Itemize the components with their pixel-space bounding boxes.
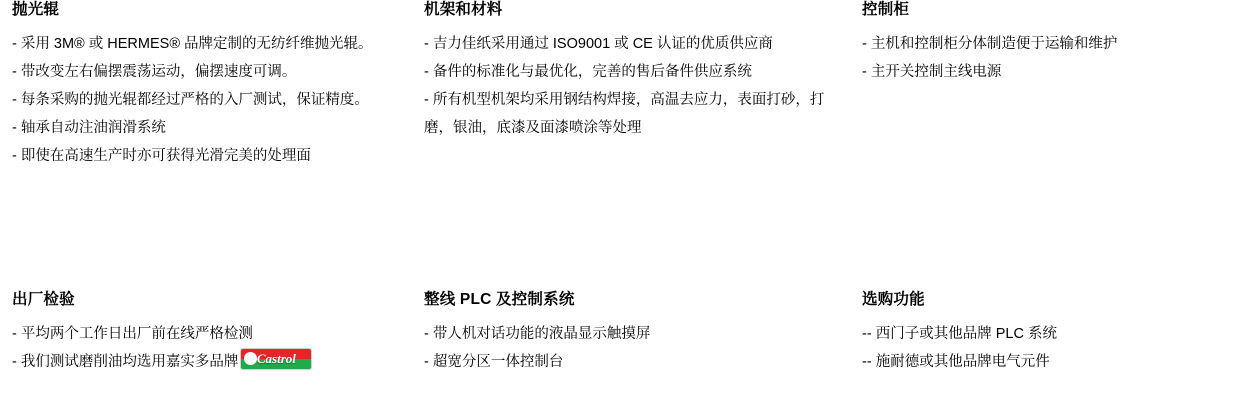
list-polishing-roller [12,30,410,170]
list-item [862,58,1229,86]
list-item-text: 所有机型机架均采用钢结构焊接，高温去应力，表面打砂，打磨，银油，底漆及面漆喷涂等处理 [424,92,825,136]
list-item-text: 带改变左右偏摆震荡运动，偏摆速度可调。 [20,64,297,80]
bullet-marker: - [424,326,429,342]
section-heading-frame-and-material: 机架和材料 [424,1,503,18]
list-item [424,320,844,348]
list-item [12,58,402,86]
list-item-text: 轴承自动注油润滑系统 [20,120,166,136]
section-heading-control-cabinet: 控制柜 [862,1,910,18]
list-item [12,114,402,142]
bullet-marker: - [12,120,17,136]
section-polishing-roller [0,0,418,170]
list-item-text: 西门子或其他品牌 PLC 系统 [875,326,1057,342]
section-control-cabinet [858,0,1237,170]
list-item [862,320,1229,348]
bullet-marker: -- [862,326,872,342]
section-factory-inspection [0,290,418,376]
bullet-marker: - [12,64,17,80]
list-item [12,320,402,348]
list-item-text: 吉力佳纸采用通过 ISO9001 或 CE 认证的优质供应商 [432,36,773,52]
list-item-text: 带人机对话功能的液晶显示触摸屏 [432,326,651,342]
list-control-cabinet [862,30,1229,86]
list-plc-system [424,320,850,376]
list-item [424,348,844,376]
list-item [12,348,402,376]
castrol-logo [240,348,312,370]
top-section-row [0,0,1237,170]
section-optional-functions [858,290,1237,376]
list-item [424,58,844,86]
list-item-text: 施耐德或其他品牌电气元件 [875,354,1050,370]
list-item-text: 备件的标准化与最优化，完善的售后备件供应系统 [432,64,752,80]
section-heading-polishing-roller: 抛光辊 [12,1,60,18]
section-heading-optional-functions: 选购功能 [862,291,925,308]
bullet-marker: - [862,36,867,52]
bullet-marker: - [862,64,867,80]
bullet-marker: - [12,354,17,370]
list-item [862,348,1229,376]
bullet-marker: - [12,92,17,108]
bullet-marker: -- [862,354,872,370]
list-item-text: 主开关控制主线电源 [870,64,1002,80]
section-frame-and-material [418,0,858,170]
bullet-marker: - [424,36,429,52]
list-item [12,142,402,170]
list-optional-functions [862,320,1229,376]
castrol-logo-text: Castrol [256,351,296,366]
list-item-text: 平均两个工作日出厂前在线严格检测 [20,326,253,342]
section-heading-plc-system: 整线 PLC 及控制系统 [424,291,575,308]
list-item-text: 每条采购的抛光辊都经过严格的入厂测试，保证精度。 [20,92,369,108]
list-item-text: 即使在高速生产时亦可获得光滑完美的处理面 [20,148,311,164]
list-item [424,86,844,142]
bullet-marker: - [12,326,17,342]
bullet-marker: - [12,36,17,52]
bottom-section-row [0,290,1237,376]
list-item-text: 超宽分区一体控制台 [432,354,564,370]
list-item-text: 我们测试磨削油均选用嘉实多品牌 [20,354,239,370]
list-factory-inspection [12,320,410,376]
list-item-text: 主机和控制柜分体制造便于运输和维护 [870,36,1118,52]
list-item [424,30,844,58]
section-plc-system [418,290,858,376]
list-item-text: 采用 3M® 或 HERMES® 品牌定制的无纺纤维抛光辊。 [20,36,373,52]
list-frame-and-material [424,30,850,142]
bullet-marker: - [12,148,17,164]
section-heading-factory-inspection: 出厂检验 [12,291,75,308]
bullet-marker: - [424,92,429,108]
list-item [12,30,402,58]
list-item [12,86,402,114]
list-item [862,30,1229,58]
bullet-marker: - [424,64,429,80]
bullet-marker: - [424,354,429,370]
